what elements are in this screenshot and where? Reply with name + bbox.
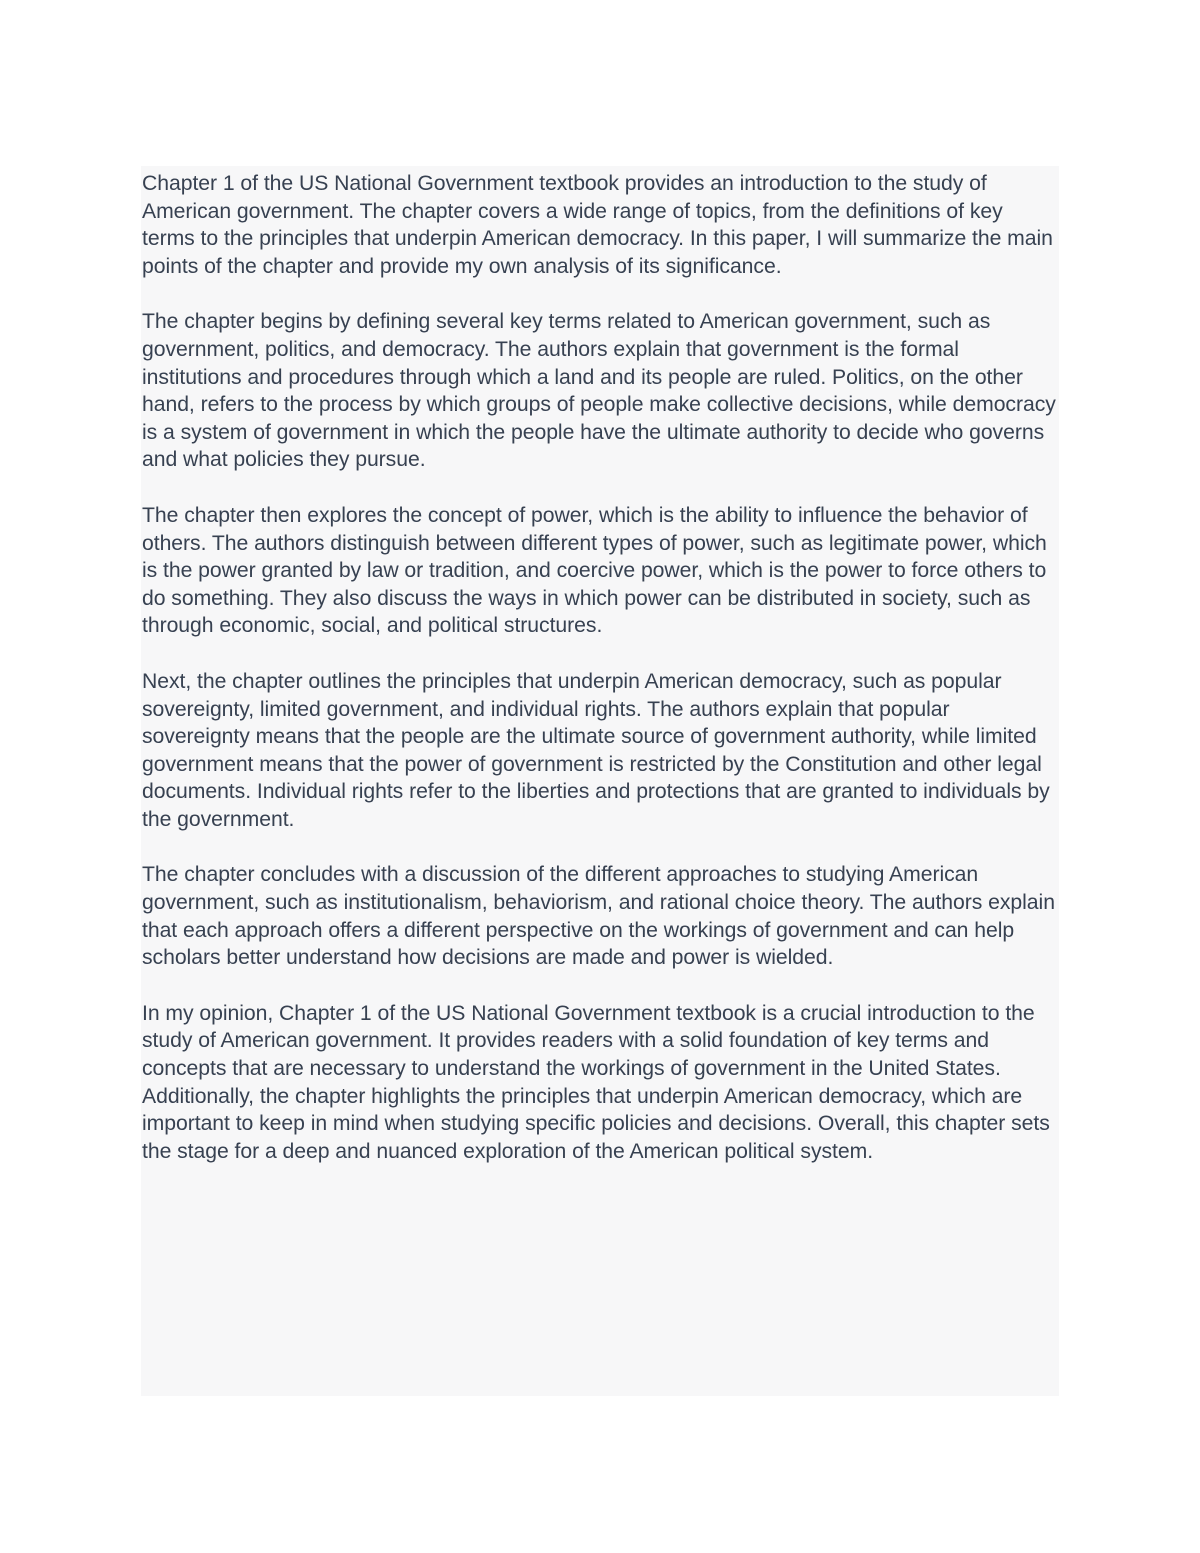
essay-text-block: [141, 166, 1059, 1396]
paragraph-intro: Chapter 1 of the US National Government textbook provides an introduction to the study of American government. The chapter covers a wide range of topics, from the definitions of key terms to the principles that underpin American democracy. In this paper, I will summarize the main points of the chapter and provide my own analysis of its significance.: [142, 172, 1053, 278]
paragraph-power: The chapter then explores the concept of power, which is the ability to influence the behavior of others. The authors distinguish between different types of power, such as legitimate power, which is the power granted by law or tradition, and coercive power, which is the power to force others to do something. They also discuss the ways in which power can be distributed in society, such as through economic, social, and political structures.: [142, 503, 1047, 638]
paragraph-principles: Next, the chapter outlines the principles that underpin American democracy, such as popular sovereignty, limited government, and individual rights. The authors explain that popular sovereignty means that the people are the ultimate source of government authority, while limited government means that the power of government is restricted by the Constitution and other legal documents. Individual rights refer to the liberties and protections that are granted to individuals by the government.: [142, 669, 1050, 831]
paragraph-approaches: The chapter concludes with a discussion of the different approaches to studying American government, such as institutionalism, behaviorism, and rational choice theory. The authors explain that each approach offers a different perspective on the workings of government and can help scholars better understand how decisions are made and power is wielded.: [142, 863, 1055, 970]
paragraph-key-terms: The chapter begins by defining several key terms related to American government, such as government, politics, and democracy. The authors explain that government is the formal institutions and procedures through which a land and its people are ruled. Politics, on the other hand, refers to the process by which groups of people make collective decisions, while democracy is a system of government in which the people have the ultimate authority to decide who governs and what policies they pursue.: [142, 310, 1056, 472]
paragraph-opinion: In my opinion, Chapter 1 of the US National Government textbook is a crucial introduction to the study of American government. It provides readers with a solid foundation of key terms and concepts that are necessary to understand the workings of government in the United States. Additionally, the chapter highlights the principles that underpin American democracy, which are important to keep in mind when studying specific policies and decisions. Overall, this chapter sets the stage for a deep and nuanced exploration of the American political system.: [142, 1001, 1050, 1163]
